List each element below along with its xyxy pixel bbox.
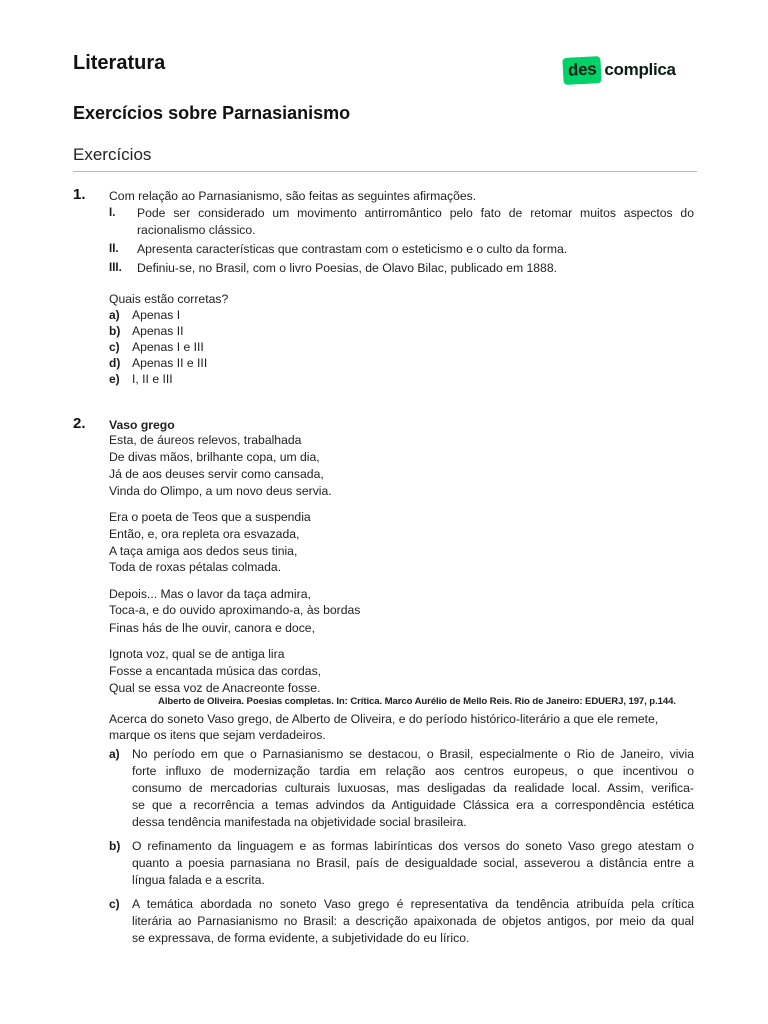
poem-verse: Ignota voz, qual se de antiga lira [109,647,285,661]
option-text[interactable]: Apenas I [132,308,181,322]
subject-title: Literatura [73,52,166,74]
option-text[interactable]: Apenas II [132,324,184,338]
option-label[interactable]: c) [109,340,120,354]
option-text[interactable]: A temática abordada no soneto Vaso grego é representativa da tendência atribuída pela crítica [132,897,694,911]
question-prompt: Quais estão corretas? [109,292,229,306]
poem-verse: Fosse a encantada música das cordas, [109,664,322,678]
poem-verse: Qual se essa voz de Anacreonte fosse. [109,681,321,695]
option-text[interactable]: literária ao Parnasianismo no Brasil: a descrição apaixonada de objetos antigos, por meio da qual [132,914,694,928]
section-divider [73,171,697,172]
poem-verse: Finas hás de lhe ouvir, canora e doce, [109,621,315,635]
option-label[interactable]: e) [109,372,120,386]
option-text[interactable]: quanto a poesia parnasiana no Brasil, país de desigualdade social, asseverou a distância entre a [132,856,694,870]
option-text[interactable]: dessa tendência manifestada na objetividade social brasileira. [132,815,467,829]
poem-verse: A taça amiga aos dedos seus tinia, [109,544,298,558]
question-number: 1. [73,186,86,203]
option-text[interactable]: I, II e III [132,372,173,386]
logo-badge: des [562,56,602,85]
section-heading: Exercícios [73,145,152,164]
option-label[interactable]: a) [109,747,120,761]
poem-verse: De divas mãos, brilhante copa, um dia, [109,450,320,464]
option-label[interactable]: b) [109,324,121,338]
poem-verse: Vinda do Olimpo, a um novo deus servia. [109,484,332,498]
option-text[interactable]: língua falada e a escrita. [132,873,265,887]
option-label[interactable]: d) [109,356,121,370]
poem-verse: Era o poeta de Teos que a suspendia [109,510,311,524]
option-text[interactable]: Apenas II e III [132,356,208,370]
item-text: racionalismo clássico. [137,223,256,237]
poem-verse: Já de aos deuses servir como cansada, [109,467,324,481]
option-label[interactable]: b) [109,839,121,853]
item-label: I. [109,207,116,219]
option-text[interactable]: se que a recorrência a temas advindos da Antiguidade Clássica era a correspondência estética [132,798,694,812]
option-text[interactable]: Apenas I e III [132,340,204,354]
poem-verse: Então, e, ora repleta ora esvazada, [109,527,300,541]
option-text[interactable]: se expressava, de forma evidente, a subjetividade do eu lírico. [132,931,470,945]
poem-title: Vaso grego [109,418,175,432]
logo-wordmark: complica [604,60,676,79]
question-statement: Com relação ao Parnasianismo, são feitas as seguintes afirmações. [109,189,477,203]
poem-verse: Depois... Mas o lavor da taça admira, [109,587,311,601]
item-text: Definiu-se, no Brasil, com o livro Poesias, de Olavo Bilac, publicado em 1888. [137,261,557,275]
question-prompt: marque os itens que sejam verdadeiros. [109,728,326,742]
descomplica-logo[interactable] [563,54,676,86]
item-text: Apresenta características que contrastam com o esteticismo e o culto da forma. [137,242,568,256]
option-text[interactable]: O refinamento da linguagem e as formas labirínticas dos versos do soneto Vaso grego atestam o [132,839,694,853]
page-title: Exercícios sobre Parnasianismo [73,103,351,123]
poem-verse: Toca-a, e do ouvido aproximando-a, às bordas [109,603,361,617]
option-label[interactable]: a) [109,308,120,322]
option-text[interactable]: consumo de mercadorias culturais luxuosas, mas desligadas da realidade local. Assim, verifica- [132,781,694,795]
poem-verse: Toda de roxas pétalas colmada. [109,560,282,574]
question-number: 2. [73,415,86,432]
item-text: Pode ser considerado um movimento antirromântico pelo fato de retomar muitos aspectos do [137,206,694,220]
option-label[interactable]: c) [109,897,120,911]
item-label: III. [109,262,122,274]
option-text[interactable]: forte influxo de modernização tardia em relação aos centros europeus, o que incentivou o [132,764,694,778]
poem-verse: Esta, de áureos relevos, trabalhada [109,433,302,447]
question-prompt: Acerca do soneto Vaso grego, de Alberto de Oliveira, e do período histórico-literário a que ele remete, [109,712,659,726]
poem-citation: Alberto de Oliveira. Poesias completas. In: Crítica. Marco Aurélio de Mello Reis. Rio de Janeiro: EDUERJ, 197, p.144. [158,696,676,707]
item-label: II. [109,243,119,255]
option-text[interactable]: No período em que o Parnasianismo se destacou, o Brasil, especialmente o Rio de Janeiro, vivia [132,747,694,761]
